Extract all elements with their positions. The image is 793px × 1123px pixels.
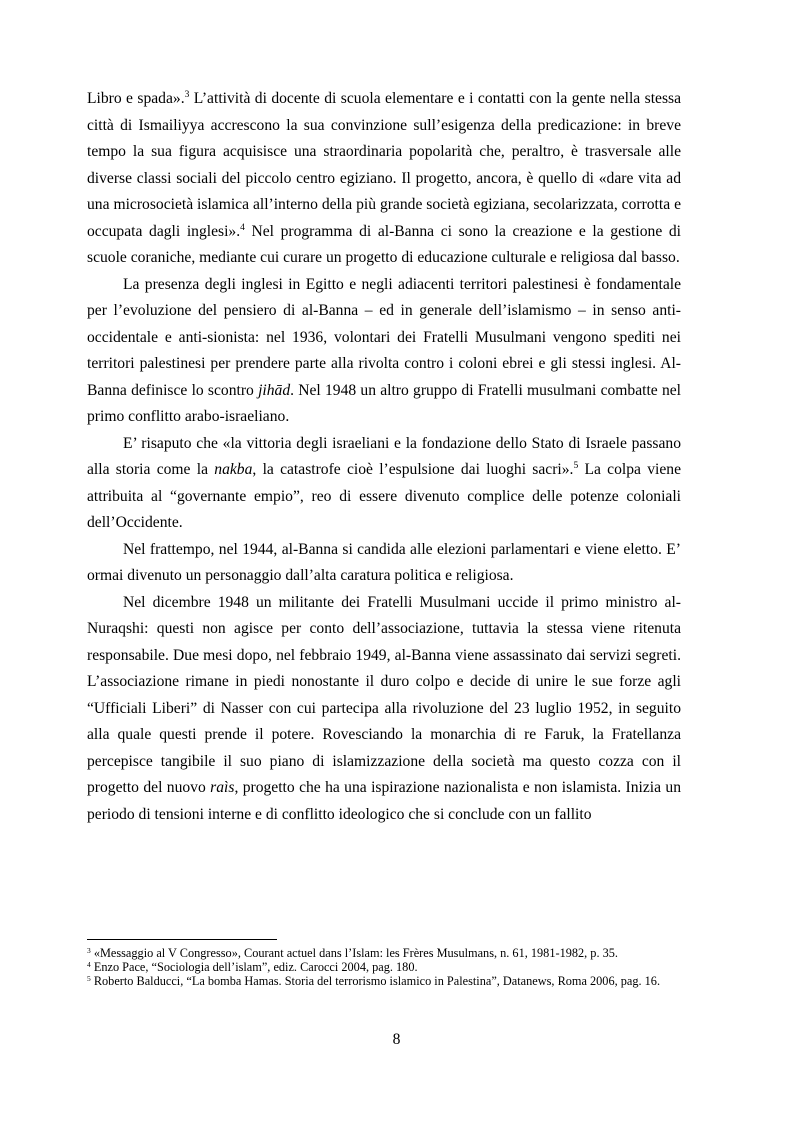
footnote-ref-4[interactable]: 4 (240, 222, 245, 233)
paragraph-2 (87, 272, 681, 431)
page-number: 8 (392, 1031, 401, 1048)
paragraph-3 (87, 431, 681, 537)
paragraph-4: Nel frattempo, nel 1944, al-Banna si candida alle elezioni parlamentari e viene eletto. E’ ormai divenuto un personaggio dall’alta caratura politica e religiosa. (87, 540, 681, 584)
footnote-text: Enzo Pace, “Sociologia dell’islam”, ediz. Carocci 2004, pag. 180. (90, 960, 418, 975)
footnote-separator (87, 939, 277, 940)
paragraph-5-text-a: Nel dicembre 1948 un militante dei Fratelli Musulmani uccide il primo ministro al-Nuraqshi: questi non agisce per conto dell’associazione, tuttavia la stessa viene ritenuta responsabile. Due mesi dopo, nel febbraio 1949, al-Banna viene assassinato dai servizi segreti. L’associazione rimane in piedi nonostante il duro colpo e decide di unire le sue forze agli “Ufficiali Liberi” di Nasser con cui partecipa alla rivoluzione del 23 luglio 1952, in seguito alla quale questi prende il potere. Rovesciando la monarchia di re Faruk, la Fratellanza percepisce tangibile il suo piano di islamizzazione della società ma questo cozza con il progetto del nuovo (87, 593, 681, 796)
footnote-number: 3 (87, 946, 91, 955)
footnote-3 (87, 946, 681, 960)
footnote-4 (87, 960, 681, 974)
main-text (87, 86, 681, 828)
footnote-number: 4 (87, 960, 91, 970)
footnote-text: «Messaggio al V Congresso», Courant actuel dans l’Islam: les Frères Musulmans, n. 61, 1981-1982, p. 35. (90, 946, 618, 960)
paragraph-5-text-b: , progetto che ha una ispirazione nazionalista e non islamista. Inizia un periodo di tensioni interne e di conflitto ideologico che si conclude con un fallito (87, 779, 682, 823)
paragraph-1 (87, 86, 681, 272)
footnote-text: Roberto Balducci, “La bomba Hamas. Storia del terrorismo islamico in Palestina”, Datanews, Roma 2006, pag. 16. (90, 974, 661, 989)
paragraph-1-text-c: Nel programma di al-Banna ci sono la creazione e la gestione di scuole coraniche, mediante cui curare un progetto di educazione culturale e religiosa dal basso. (87, 222, 681, 266)
paragraph-3-text-b: , la catastrofe cioè l’espulsione dai luoghi sacri». (252, 461, 574, 478)
paragraph-5 (87, 590, 681, 829)
paragraph-5-italic: raìs (210, 779, 235, 796)
paragraph-3-text-a: E’ risaputo che «la vittoria degli israeliani e la fondazione dello Stato di Israele passano alla storia come la (87, 434, 681, 478)
footnote-5 (87, 974, 681, 988)
footnote-number: 5 (87, 974, 91, 984)
paragraph-2-text-a: La presenza degli inglesi in Egitto e negli adiacenti territori palestinesi è fondamentale per l’evoluzione del pensiero di al-Banna – ed in generale dell’islamismo – in senso anti-occidentale e anti-sionista: nel 1936, volontari dei Fratelli Musulmani vengono spediti nei territori palestinesi per prendere parte alla rivolta contro i coloni ebrei e gli stessi inglesi. Al-Banna definisce lo scontro (87, 275, 681, 399)
paragraph-2-text-b: . Nel 1948 un altro gruppo di Fratelli musulmani combatte nel primo conflitto arabo-israeliano. (87, 381, 682, 425)
footnote-ref-3[interactable]: 3 (184, 90, 190, 100)
footnote-ref-5[interactable]: 5 (573, 461, 579, 471)
paragraph-1-text-b: L’attività di docente di scuola elementare e i contatti con la gente nella stessa città di Ismailiyya accrescono la sua convinzione sull’esigenza della predicazione: in breve tempo la sua figura acquisisce una straordinaria popolarità che, peraltro, è trasversale alle diverse classi sociali del piccolo centro egiziano. Il progetto, ancora, è quello di «dare vita ad una microsocietà islamica all’interno della più grande società egiziana, secolarizzata, corrotta e occupata dagli inglesi». (87, 90, 681, 240)
paragraph-2-italic: jihād (258, 381, 291, 399)
footnotes (87, 946, 681, 989)
paragraph-3-text-c: La colpa viene attribuita al “governante empio”, reo di essere divenuto complice delle potenze coloniali dell’Occidente. (87, 461, 681, 531)
paragraph-3-italic: nakba (214, 461, 253, 478)
paragraph-1-text-a: Libro e spada». (87, 90, 185, 107)
